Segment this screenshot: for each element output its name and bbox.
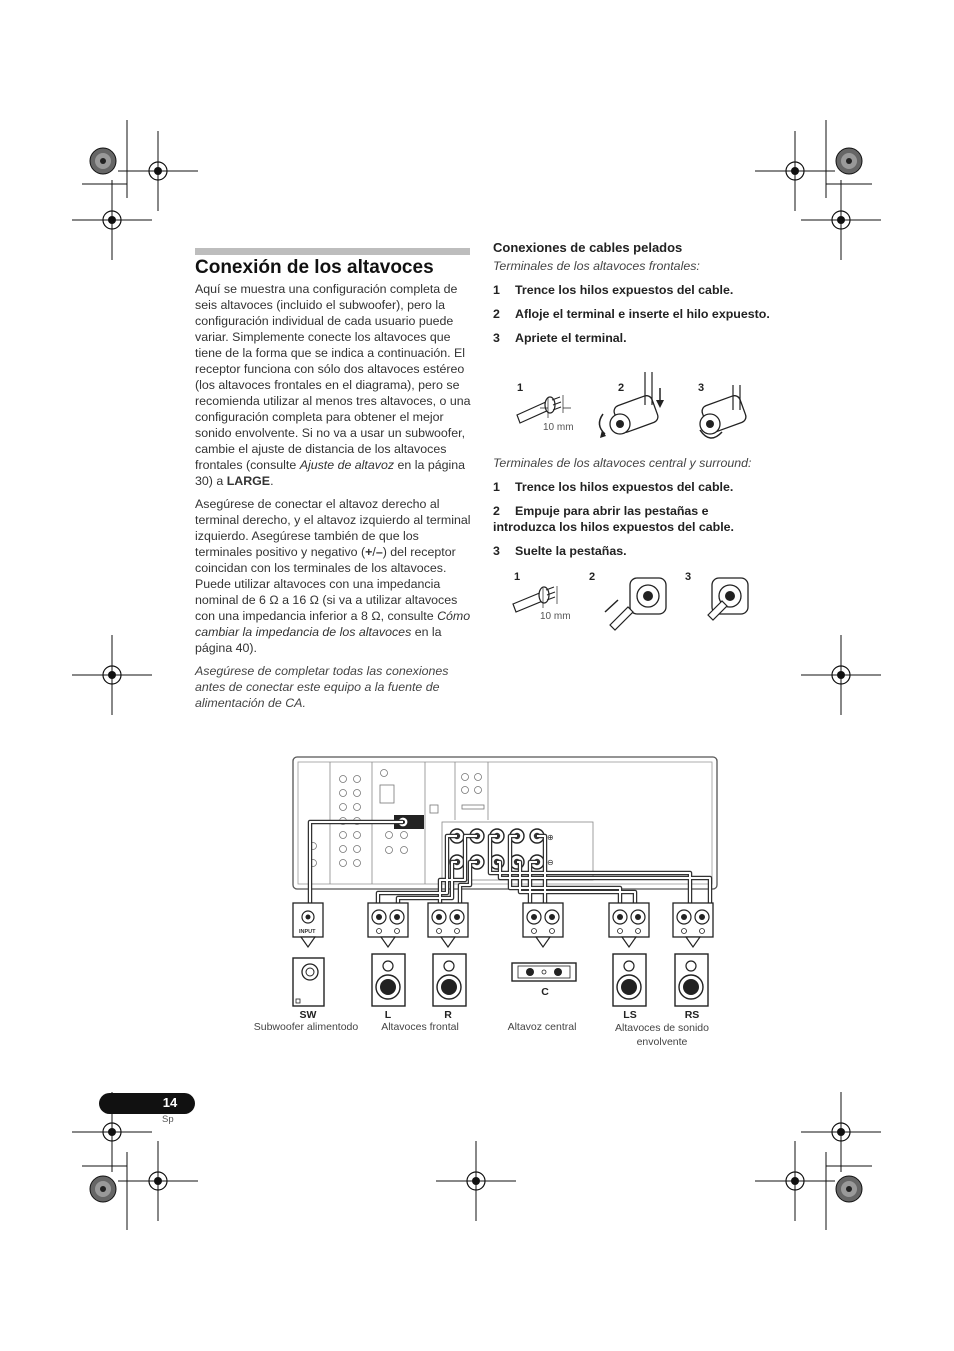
- page-number: 14: [162, 1095, 178, 1110]
- step-item: [493, 330, 773, 346]
- step-text: Trence los hilos expuestos del cable.: [515, 283, 734, 297]
- step-text: Empuje para abrir las pestañas e introduzca los hilos expuestos del cable.: [493, 504, 734, 534]
- center-fig-num-3: 3: [685, 571, 692, 583]
- step-number: 2: [493, 307, 500, 321]
- release-tab-illustration: [708, 578, 748, 620]
- step-text: Afloje el terminal e inserte el hilo expuesto.: [515, 307, 770, 321]
- reg-mark-mid-right: [801, 635, 881, 715]
- step-item: [493, 306, 773, 322]
- language-code: Sp: [162, 1114, 174, 1125]
- right-column-2: [493, 455, 773, 559]
- front-terminals-label: Terminales de los altavoces frontales:: [493, 259, 700, 273]
- front-fig-num-1: 1: [517, 382, 524, 394]
- step-number: 1: [493, 480, 500, 494]
- text-segment: LARGE: [226, 474, 271, 488]
- reg-mark-mid-left: [72, 635, 152, 715]
- text-segment: .: [270, 474, 274, 488]
- caption-surround: Altavoces de sonido envolvente: [615, 1022, 709, 1048]
- text-segment: en la página 40).: [195, 625, 442, 655]
- reg-mark-top-left: [72, 120, 198, 260]
- step-item: [493, 503, 773, 535]
- center-steps: [493, 479, 773, 559]
- power-note: Asegúrese de completar todas las conexiones antes de conectar este equipo a la fuente de alimentación de CA.: [195, 664, 449, 710]
- speaker-center: [512, 963, 576, 981]
- center-fig-num-2: 2: [589, 571, 596, 583]
- step-item: [493, 282, 773, 298]
- text-segment: Cómo cambiar la impedancia de los altavoces: [195, 609, 471, 639]
- step-number: 2: [493, 504, 500, 518]
- subwoofer-input-box: [293, 903, 323, 947]
- speaker-code-rs: RS: [684, 1009, 700, 1021]
- speaker-front-right: [433, 954, 466, 1006]
- left-column: [195, 281, 472, 718]
- step-text: Trence los hilos expuestos del cable.: [515, 480, 734, 494]
- text-segment: Asegúrese de conectar el altavoz derecho al terminal derecho, y el altavoz izquierdo al terminal izquierdo. Asegúrese también de que los terminales positivo y negativo (: [195, 497, 471, 559]
- center-fig-num-1: 1: [514, 571, 521, 583]
- step-number: 3: [493, 544, 500, 558]
- front-steps: [493, 282, 773, 346]
- text-segment: /: [372, 545, 376, 559]
- front-fig-num-3: 3: [698, 382, 705, 394]
- receiver-minus-symbol: ⊖: [547, 858, 554, 867]
- speaker-surround-right: [675, 954, 708, 1006]
- caption-front: Altavoces frontal: [381, 1021, 459, 1033]
- speaker-subwoofer: [293, 958, 324, 1006]
- sw-input-label: INPUT: [299, 929, 316, 935]
- tighten-terminal-illustration: [700, 385, 748, 438]
- step-number: 1: [493, 283, 500, 297]
- caption-center: Altavoz central: [507, 1021, 577, 1033]
- reg-mark-bottom-center: [436, 1141, 516, 1221]
- receiver-plus-symbol: ⊕: [547, 833, 554, 842]
- intro-paragraph: [195, 281, 472, 489]
- center-terminal-illustration: [513, 578, 748, 630]
- step-item: [493, 479, 773, 495]
- reg-mark-top-right: [755, 120, 881, 260]
- push-tab-illustration: [605, 578, 666, 630]
- twist-wire-illustration: [517, 395, 571, 423]
- loosen-terminal-illustration: [599, 372, 664, 438]
- speaker-code-l: L: [384, 1009, 392, 1021]
- section-title: Conexión de los altavoces: [195, 257, 434, 278]
- step-text: Suelte la pestañas.: [515, 544, 627, 558]
- step-item: [493, 543, 773, 559]
- text-segment: –: [375, 545, 383, 559]
- right-column: [493, 240, 773, 346]
- speaker-front-left: [372, 954, 405, 1006]
- speaker-code-c: C: [541, 986, 549, 998]
- step-text: Apriete el terminal.: [515, 331, 627, 345]
- text-segment: ) del receptor coincidan con los terminales de los altavoces. Puede utilizar altavoces con una impedancia nominal de 6 Ω a 16 Ω (si va a utilizar altavoces con una impedancia inferior a 8 Ω, consulte: [195, 545, 458, 623]
- front-fig-num-2: 2: [618, 382, 625, 394]
- reg-mark-bottom-right: [755, 1092, 881, 1230]
- caption-subwoofer: Subwoofer alimentodo: [253, 1021, 359, 1033]
- center-mm-label: 10 mm: [540, 611, 571, 622]
- speaker-code-ls: LS: [623, 1009, 637, 1021]
- speaker-code-r: R: [444, 1009, 452, 1021]
- text-segment: Ajuste de altavoz: [299, 458, 395, 472]
- text-segment: +: [365, 545, 373, 559]
- section-bar: [195, 248, 470, 255]
- twist-wire-illustration-2: [513, 586, 557, 612]
- speaker-surround-left: [613, 954, 646, 1006]
- polarity-paragraph: [195, 496, 472, 656]
- speaker-terminal-boxes: [368, 903, 713, 947]
- center-terminals-label: Terminales de los altavoces central y surround:: [493, 456, 752, 470]
- bare-wire-title: Conexiones de cables pelados: [493, 240, 683, 255]
- text-segment: en la página 30) a: [195, 458, 466, 488]
- text-segment: Aquí se muestra una configuración completa de seis altavoces (incluido el subwoofer), pero la configuración individual de cada usuario puede variar. Simplemente conecte los altavoces que tiene de la forma que se indica a continuación. El receptor funciona con sólo dos altavoces estéreo (los altavoces frontales en el diagrama), pero se recomienda utilizar al menos tres altavoces, o una configuración completa para obtener el mejor sonido envolvente. Si no va a usar un subwoofer, cambie el ajuste de distancia de los altavoces frontales (consulte: [195, 282, 471, 472]
- step-number: 3: [493, 331, 500, 345]
- speaker-code-sw: SW: [299, 1009, 317, 1021]
- front-mm-label: 10 mm: [543, 422, 574, 433]
